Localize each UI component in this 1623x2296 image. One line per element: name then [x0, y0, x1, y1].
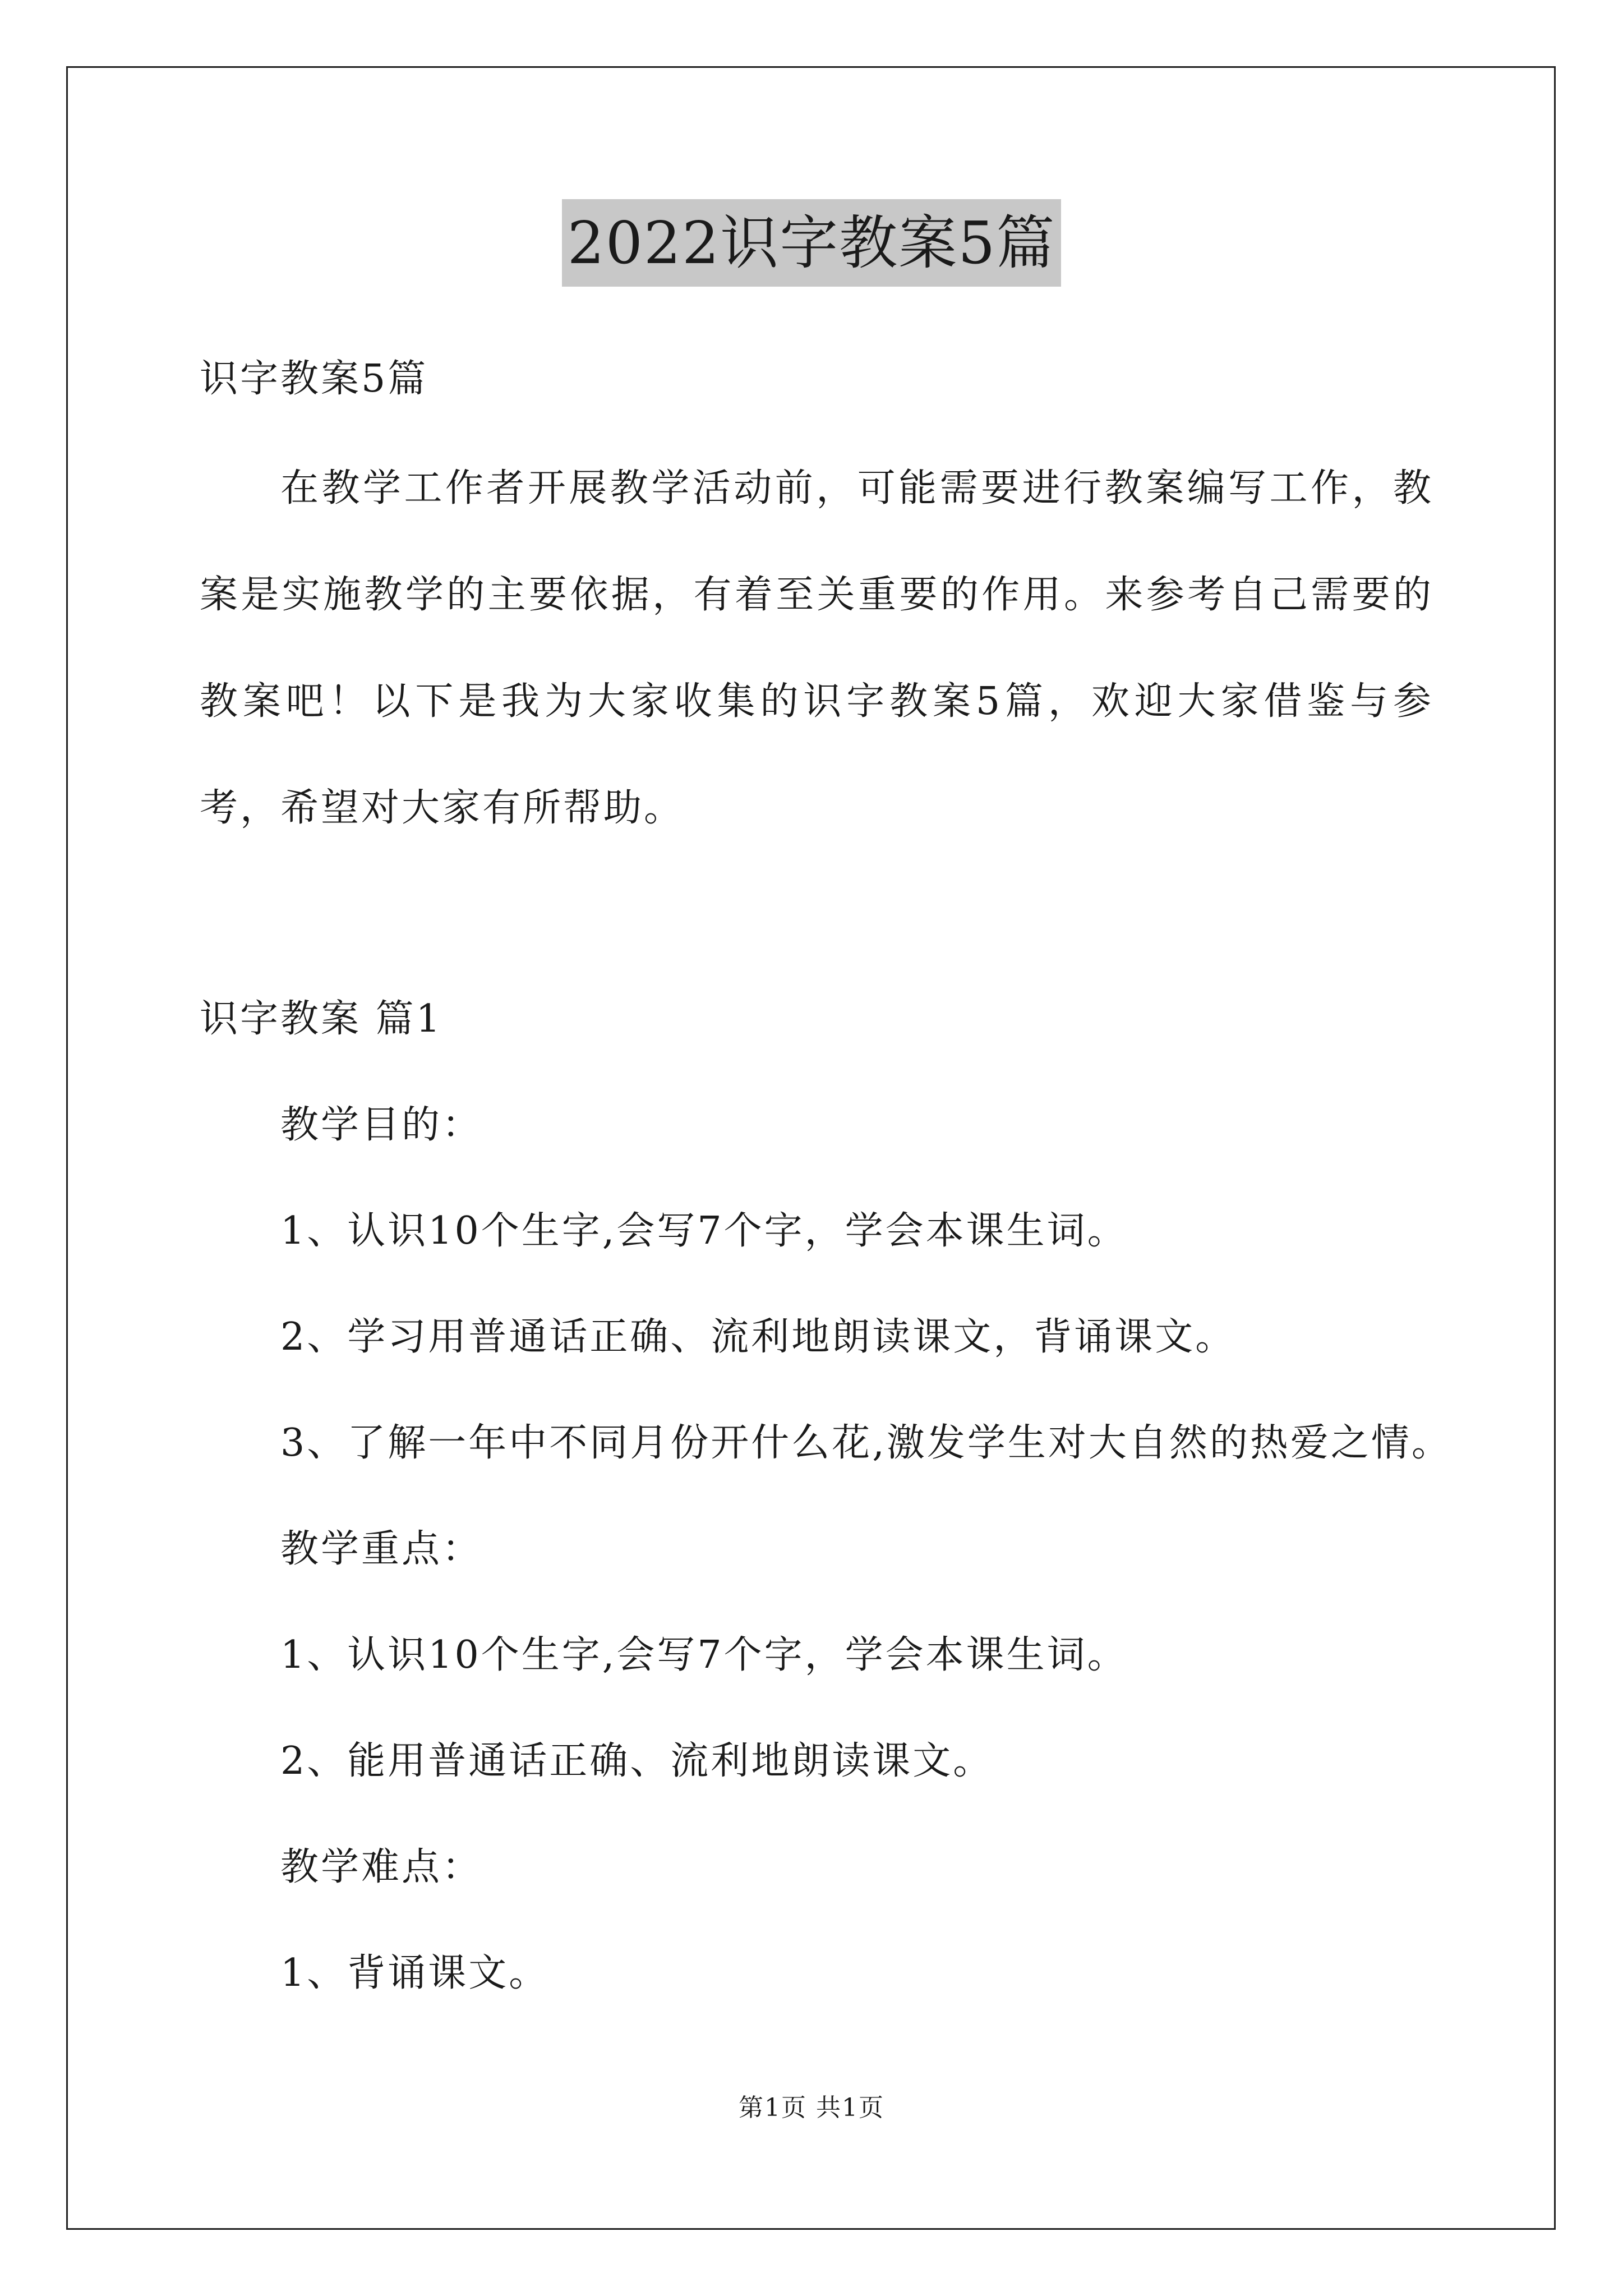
- intro-paragraph: 在教学工作者开展教学活动前，可能需要进行教案编写工作，教案是实施教学的主要依据，有着至关重要的作用。来参考自己需要的教案吧！以下是我为大家收集的识字教案5篇，欢迎大家借鉴与参考，希望对大家有所帮助。: [200, 466, 1433, 830]
- objective-item: 1、认识10个生字,会写7个字，学会本课生词。: [280, 1209, 1128, 1253]
- title-container: [0, 199, 1623, 287]
- document-subtitle: 识字教案5篇: [200, 357, 428, 401]
- section-heading: 识字教案 篇1: [200, 997, 442, 1041]
- page-footer: 第1页 共1页: [739, 2093, 884, 2122]
- document-title: 2022识字教案5篇: [562, 199, 1062, 287]
- objectives-heading: 教学目的：: [280, 1103, 483, 1147]
- key-point-item: 2、能用普通话正确、流利地朗读课文。: [280, 1739, 994, 1783]
- objective-item: 3、了解一年中不同月份开什么花,激发学生对大自然的热爱之情。: [280, 1421, 1452, 1465]
- key-point-item: 1、认识10个生字,会写7个字，学会本课生词。: [280, 1633, 1128, 1677]
- difficulties-heading: 教学难点：: [280, 1845, 483, 1889]
- difficulty-item: 1、背诵课文。: [280, 1951, 550, 1995]
- objective-item: 2、学习用普通话正确、流利地朗读课文，背诵课文。: [280, 1315, 1236, 1359]
- key-points-heading: 教学重点：: [280, 1527, 483, 1571]
